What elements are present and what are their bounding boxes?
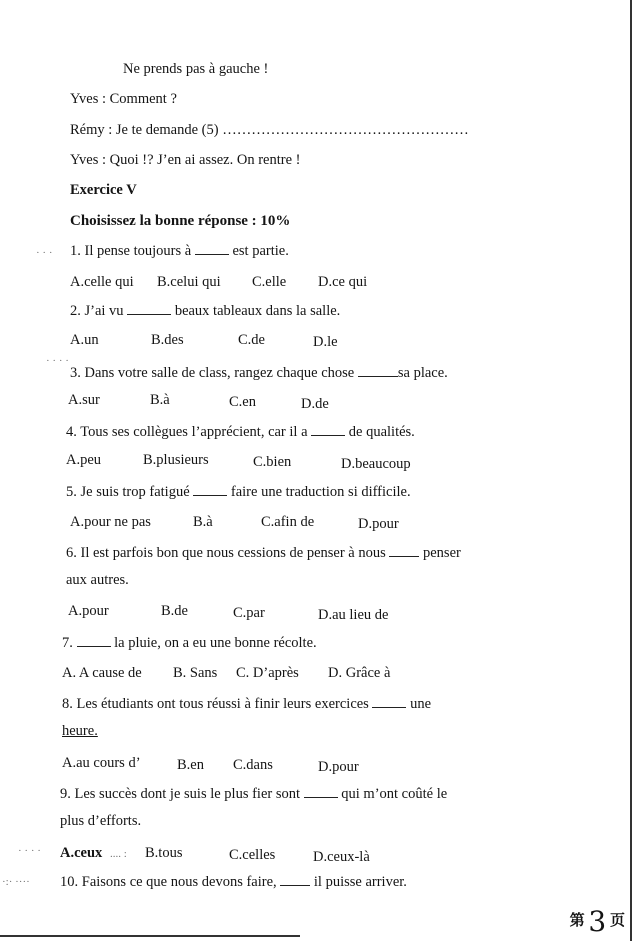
scan-noise: ·:· ···· [2,876,30,888]
option-c: C.celles [229,847,276,863]
question-6: 6. Il est parfois bon que nous cessions de penser à nous penser [66,545,461,561]
option-b: B. Sans [173,665,218,681]
option-d: D. Grâce à [328,665,391,681]
dialogue-line: Yves : Quoi !? J’en ai assez. On rentre ! [70,152,301,168]
option-c: C.afin de [261,514,315,530]
option-c: C.bien [253,454,292,470]
question-1: 1. Il pense toujours à est partie. [70,243,289,259]
option-d: D.beaucoup [341,456,411,472]
option-b: B.à [193,514,213,530]
question-10: 10. Faisons ce que nous devons faire, il puisse arriver. [60,874,407,890]
option-d: D.ce qui [318,274,368,290]
option-c: C.dans [233,757,273,773]
option-d: D.pour [358,516,399,532]
bottom-rule [0,935,300,937]
option-d: D.au lieu de [318,607,389,623]
option-b: B.à [150,392,170,408]
scan-noise: · · · · [46,355,69,367]
question-3: 3. Dans votre salle de class, rangez chaque chose sa place. [70,365,448,381]
option-b: B.tous [145,845,183,861]
option-d: D.de [301,396,329,412]
dialogue-line: Rémy : Je te demande (5) …………………………………………… [70,122,469,138]
scan-noise: .... : [110,848,127,860]
exercise-instruction: Choisissez la bonne réponse : 10% [70,213,291,229]
question-9: 9. Les succès dont je suis le plus fier sont qui m’ont coûté le [60,786,448,802]
option-c: C. D’après [236,665,299,681]
question-8: 8. Les étudiants ont tous réussi à finir leurs exercices une [62,696,432,712]
option-a: A.au cours d’ [62,755,141,771]
option-c: C.par [233,605,265,621]
option-b: B.celui qui [157,274,221,290]
question-2: 2. J’ai vu beaux tableaux dans la salle. [70,303,341,319]
question-9-continued: plus d’efforts. [60,813,142,829]
page-number: 第 3 页 [569,905,625,938]
option-a: A.ceux [60,845,103,861]
dialogue-line: Ne prends pas à gauche ! [123,61,269,77]
option-b: B.de [161,603,188,619]
option-a: A.peu [66,452,102,468]
option-d: D.le [313,334,338,350]
question-5: 5. Je suis trop fatigué faire une traduction si difficile. [66,484,411,500]
option-a: A.pour [68,603,109,619]
scan-noise: · · · · [18,845,41,857]
option-a: A.celle qui [70,274,134,290]
question-6-continued: aux autres. [66,572,129,588]
option-d: D.pour [318,759,359,775]
exercise-heading: Exercice V [70,182,137,198]
question-7: 7. la pluie, on a eu une bonne récolte. [62,635,317,651]
option-d: D.ceux-là [313,849,370,865]
option-c: C.elle [252,274,287,290]
option-a: A. A cause de [62,665,142,681]
option-c: C.en [229,394,256,410]
option-b: B.en [177,757,204,773]
question-8-continued: heure. [62,723,98,739]
option-a: A.un [70,332,99,348]
option-a: A.pour ne pas [70,514,151,530]
dialogue-line: Yves : Comment ? [70,91,177,107]
option-b: B.plusieurs [143,452,209,468]
option-a: A.sur [68,392,100,408]
right-margin-rule [630,0,632,941]
scan-noise: · · · [36,247,53,259]
question-4: 4. Tous ses collègues l’apprécient, car il a de qualités. [66,424,415,440]
option-c: C.de [238,332,265,348]
option-b: B.des [151,332,184,348]
